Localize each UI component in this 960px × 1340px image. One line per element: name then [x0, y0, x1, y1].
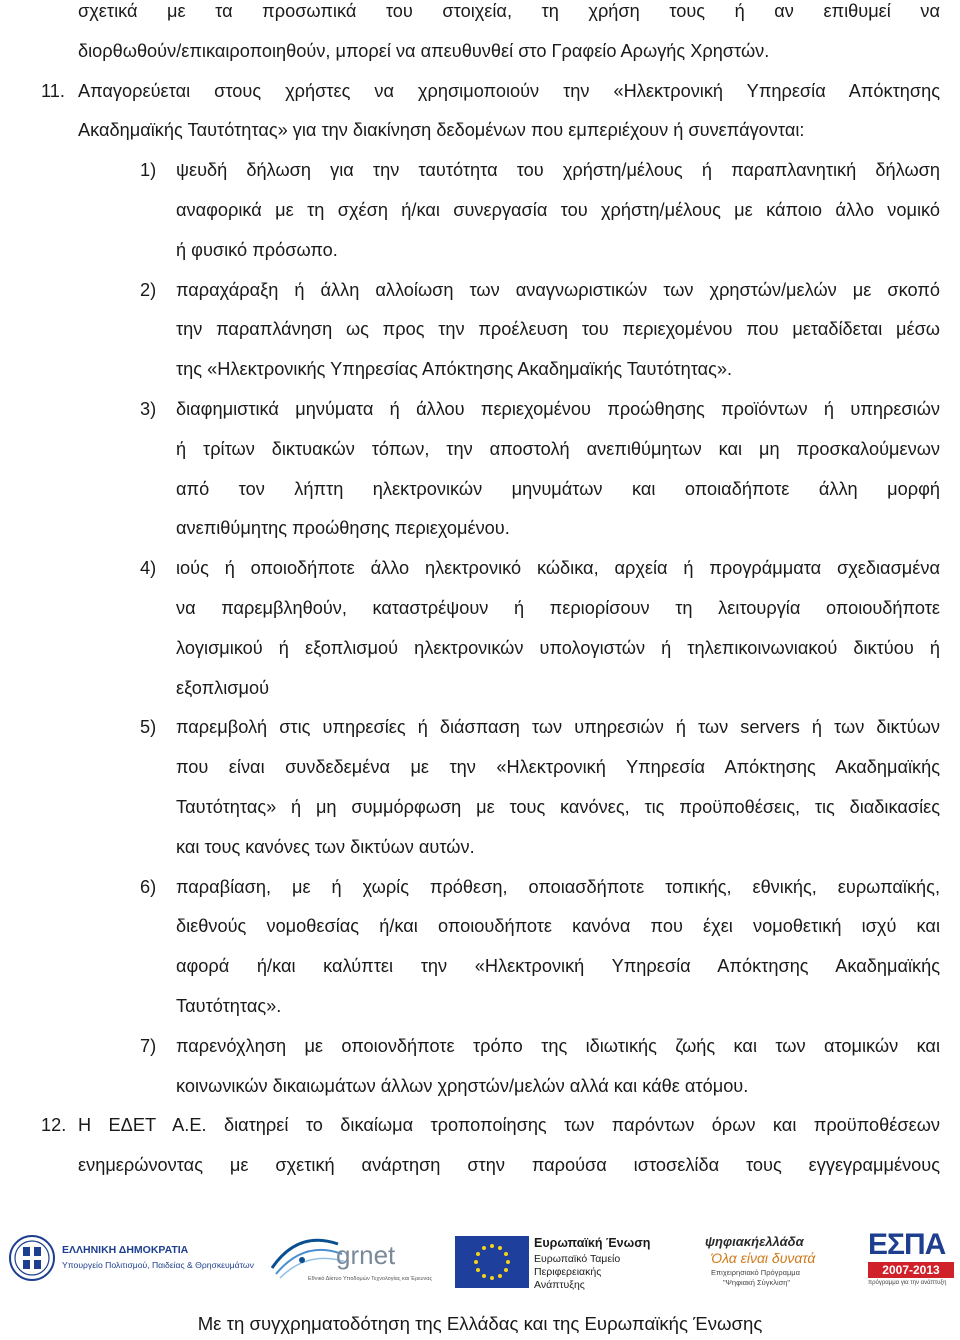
subitem-1-line: ή φυσικό πρόσωπο. — [176, 239, 338, 260]
subitem-number: 3) — [140, 399, 157, 419]
eu-flag-icon — [455, 1236, 529, 1288]
subitem-7-line: κοινωνικών δικαιωμάτων άλλων χρηστών/μελών αλλά και κάθε ατόμου. — [176, 1075, 749, 1096]
espa-years: 2007-2013 — [868, 1262, 954, 1278]
subitem-2-line: την παραπλάνηση ως προς την προέλευση του περιεχομένου που μεταδίδεται μέσω — [176, 319, 940, 340]
subitem-number: 6) — [140, 876, 157, 897]
subitem-4-line: να παρεμβληθούν, καταστρέψουν ή περιορίσουν τη λειτουργία οποιουδήποτε — [176, 598, 940, 618]
subitem-5-line: Ταυτότητας» ή μη συμμόρφωση με τους κανόνες, τις προϋποθέσεις, τις διαδικασίες — [176, 797, 940, 817]
item-12-line: ενημερώνοντας με σχετική ανάρτηση στην παρούσα ιστοσελίδα τους εγγεγραμμένους — [78, 1155, 940, 1176]
subitem-3-line: ή τρίτων δικτυακών τόπων, την αποστολή ανεπιθύμητων και μη προσκαλούμενων — [176, 438, 940, 459]
subitem-number: 1) — [140, 160, 157, 181]
subitem-3-line: διαφημιστικά μηνύματα ή άλλου περιεχομένου προώθησης προϊόντων ή υπηρεσιών — [176, 399, 940, 419]
subitem-4-line: εξοπλισμού — [176, 677, 270, 698]
subitem-2-line: της «Ηλεκτρονικής Υπηρεσίας Απόκτησης Ακαδημαϊκής Ταυτότητας». — [176, 359, 733, 380]
subitem-3-line: από τον λήπτη ηλεκτρονικών μηνυμάτων και οποιαδήποτε άλλη μορφή — [176, 478, 940, 499]
subitem-6-line: Ταυτότητας». — [176, 996, 282, 1016]
subitem-number: 7) — [140, 1035, 157, 1056]
subitem-5-line: και τους κανόνες των δικτύων αυτών. — [176, 836, 475, 857]
cofunding-footer: Με τη συγχρηματοδότηση της Ελλάδας και της Ευρωπαϊκής Ένωσης — [197, 1313, 763, 1334]
item-12-line: Η ΕΔΕΤ Α.Ε. διατηρεί το δικαίωμα τροποποίησης των παρόντων όρων και προϋποθέσεων — [78, 1115, 940, 1136]
digital-greece-slogan: Όλα είναι δυνατά — [711, 1250, 816, 1266]
subitem-6-line: αφορά ή/και καλύπτει την «Ηλεκτρονική Υπηρεσία Απόκτησης Ακαδημαϊκής — [176, 956, 940, 977]
eu-fund-line3: Ανάπτυξης — [534, 1279, 585, 1291]
subitem-4-line: ιούς ή οποιοδήποτε άλλο ηλεκτρονικό κώδικα, αρχεία ή προγράμματα σχεδιασμένα — [176, 558, 940, 579]
item-11-line: Απαγορεύεται στους χρήστες να χρησιμοποιούν την «Ηλεκτρονική Υπηρεσία Απόκτησης — [78, 80, 940, 101]
eu-fund-line1: Ευρωπαϊκό Ταμείο — [534, 1253, 621, 1265]
intro-line: σχετικά με τα προσωπικά του στοιχεία, τη χρήση τους ή αν επιθυμεί να — [78, 1, 940, 21]
subitem-6-line: παραβίαση, με ή χωρίς πρόθεση, οποιασδήποτε τοπικής, εθνικής, ευρωπαϊκής, — [176, 876, 940, 897]
subitem-3-line: ανεπιθύμητης προώθησης περιεχομένου. — [176, 518, 510, 539]
espa-tagline: πρόγραμμα για την ανάπτυξη — [868, 1280, 947, 1286]
subitem-1-line: αναφορικά με τη σχέση ή/και συνεργασία του χρήστη/μέλους με κάποιο άλλο νομικό — [176, 200, 940, 220]
grnet-logo — [268, 1228, 448, 1288]
subitem-number: 2) — [140, 279, 157, 300]
sponsor-logos — [0, 1224, 960, 1294]
espa-logo — [868, 1228, 956, 1290]
grnet-tagline: Εθνικό Δίκτυο Υποδομών Τεχνολογίας και Έρευνας — [308, 1276, 433, 1282]
greek-emblem-icon — [8, 1234, 56, 1282]
subitem-1-line: ψευδή δήλωση για την ταυτότητα του χρήστη/μέλους ή παραπλανητική δήλωση — [176, 160, 940, 181]
digital-greece-logo — [705, 1234, 860, 1288]
subitem-6-line: διεθνούς νομοθεσίας ή/και οποιουδήποτε κανόνα που έχει νομοθετική ισχύ και — [176, 916, 940, 937]
item-11-line: Ακαδημαϊκής Ταυτότητας» για την διακίνηση δεδομένων που εμπεριέχουν ή συνεπάγονται: — [78, 120, 805, 141]
intro-line: διορθωθούν/επικαιροποιηθούν, μπορεί να απευθυνθεί στο Γραφείο Αρωγής Χρηστών. — [78, 40, 770, 61]
gov-name: ΕΛΛΗΝΙΚΗ ΔΗΜΟΚΡΑΤΙΑ — [62, 1244, 189, 1256]
subitem-5-line: που είναι συνδεδεμένα με την «Ηλεκτρονική Υπηρεσία Απόκτησης Ακαδημαϊκής — [176, 757, 940, 778]
eu-title: Ευρωπαϊκή Ένωση — [534, 1236, 651, 1250]
subitem-number: 4) — [140, 558, 157, 579]
subitem-2-line: παραχάραξη ή άλλη αλλοίωση των αναγνωριστικών των χρηστών/μελών με σκοπό — [176, 279, 940, 300]
item-number: 12. — [41, 1115, 67, 1136]
digital-greece-program: Επιχειρησιακό Πρόγραμμα — [711, 1268, 800, 1277]
digital-greece-convergence: "Ψηφιακή Σύγκλιση" — [723, 1278, 791, 1287]
grnet-name: grnet — [336, 1240, 396, 1270]
espa-name: ΕΣΠΑ — [868, 1228, 946, 1261]
digital-greece-name: ψηφιακήελλάδα — [705, 1234, 804, 1249]
subitem-number: 5) — [140, 717, 157, 738]
subitem-7-line: παρενόχληση με οποιονδήποτε τρόπο της ιδιωτικής ζωής και των ατομικών και — [176, 1035, 940, 1056]
greek-government-logo — [8, 1234, 258, 1284]
subitem-5-line: παρεμβολή στις υπηρεσίες ή διάσπαση των υπηρεσιών ή των servers ή των δικτύων — [176, 717, 940, 738]
subitem-4-line: λογισμικού ή εξοπλισμού ηλεκτρονικών υπολογιστών ή τηλεπικοινωνιακού δικτύου ή — [176, 637, 940, 658]
item-number: 11. — [41, 80, 65, 101]
eu-logo — [455, 1236, 655, 1292]
eu-fund-line2: Περιφερειακής — [534, 1266, 602, 1278]
gov-ministry: Υπουργείο Πολιτισμού, Παιδείας & Θρησκευμάτων — [62, 1260, 254, 1270]
